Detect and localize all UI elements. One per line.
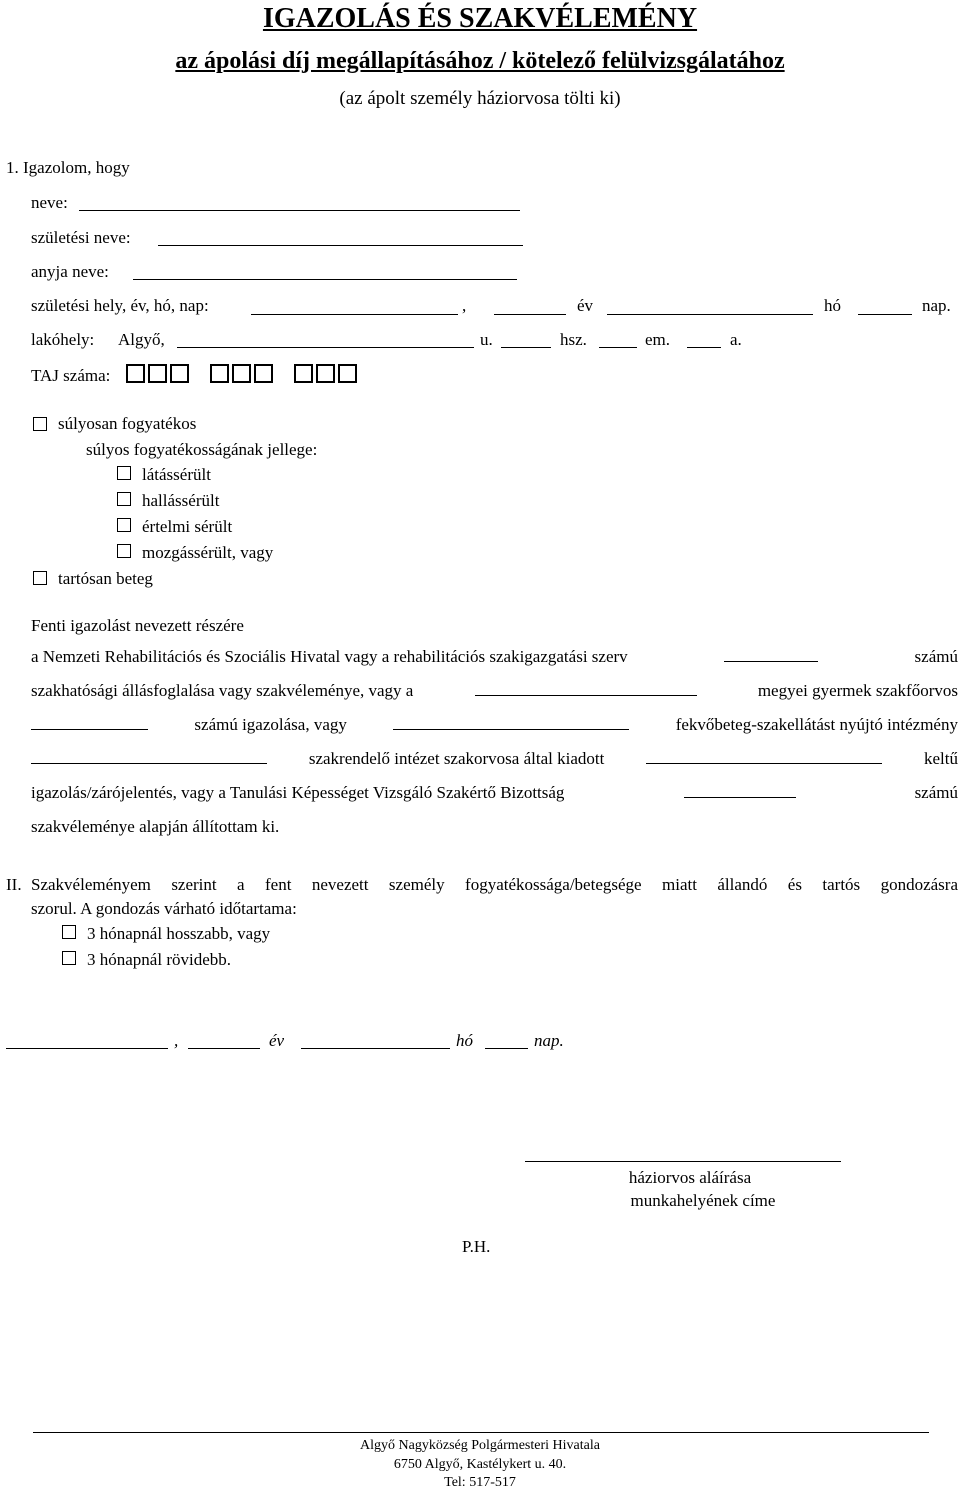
street-label: u.: [480, 330, 493, 349]
visual-impairment-label: látássérült: [142, 465, 211, 484]
date-month-label: hó: [456, 1031, 473, 1050]
taj-digit-box[interactable]: [126, 364, 145, 383]
chronically-ill-checkbox[interactable]: [33, 571, 47, 585]
date-year-field[interactable]: [188, 1048, 260, 1049]
county-field[interactable]: [475, 694, 697, 696]
mother-name-label: anyja neve:: [31, 262, 109, 281]
month-label: hó: [824, 296, 841, 315]
hearing-impairment-checkbox[interactable]: [117, 492, 131, 506]
basis-line-6-text: igazolás/zárójelentés, vagy a Tanulási Képességet Vizsgáló Szakértő Bizottság: [31, 783, 565, 802]
basis-line-5: [31, 749, 958, 769]
taj-digit-box[interactable]: [148, 364, 167, 383]
basis-line-5-text: szakrendelő intézet szakorvosa által kiadott: [308, 749, 605, 768]
shorter-than-3-months-checkbox[interactable]: [62, 951, 76, 965]
document-subtitle: az ápolási díj megállapításához / kötelező felülvizsgálatához: [175, 48, 785, 74]
taj-digit-box[interactable]: [232, 364, 251, 383]
footer-phone: Tel: 517-517: [444, 1475, 516, 1490]
taj-digit-box[interactable]: [210, 364, 229, 383]
authority-number-field[interactable]: [724, 660, 818, 662]
clinic-field[interactable]: [31, 762, 267, 764]
section2-line-2: szorul. A gondozás várható időtartama:: [31, 899, 297, 918]
date-year-label: év: [269, 1031, 285, 1050]
basis-line-4-text: számú igazolása, vagy: [194, 715, 347, 734]
footer-divider: [33, 1432, 929, 1433]
address-label: lakóhely:: [31, 330, 95, 349]
intellectual-disability-label: értelmi sérült: [142, 517, 233, 536]
birth-place-field[interactable]: [251, 314, 458, 315]
date-day-field[interactable]: [485, 1048, 528, 1049]
visual-impairment-checkbox[interactable]: [117, 466, 131, 480]
section2-number: II.: [6, 875, 22, 894]
shorter-than-3-months-label: 3 hónapnál rövidebb.: [87, 950, 231, 969]
disability-nature-label: súlyos fogyatékosságának jellege:: [86, 440, 318, 459]
workplace-address-label: munkahelyének címe: [630, 1191, 776, 1210]
institution-field[interactable]: [393, 728, 629, 730]
basis-line-3-text: szakhatósági állásfoglalása vagy szakvéleménye, vagy a: [31, 681, 414, 700]
taj-digit-box[interactable]: [254, 364, 273, 383]
house-label: hsz.: [560, 330, 587, 349]
longer-than-3-months-label: 3 hónapnál hosszabb, vagy: [87, 924, 271, 943]
taj-digit-box[interactable]: [338, 364, 357, 383]
signature-field[interactable]: [525, 1161, 841, 1162]
date-comma: ,: [174, 1031, 179, 1050]
street-field[interactable]: [177, 347, 474, 348]
severely-disabled-label: súlyosan fogyatékos: [58, 414, 197, 433]
committee-number-field[interactable]: [684, 796, 796, 798]
floor-field[interactable]: [599, 347, 637, 348]
birth-day-field[interactable]: [858, 314, 912, 315]
taj-digit-box[interactable]: [294, 364, 313, 383]
birth-name-field[interactable]: [158, 245, 523, 246]
basis-line-2-text: a Nemzeti Rehabilitációs és Szociális Hivatal vagy a rehabilitációs szakigazgatási szerv: [31, 647, 628, 666]
birth-month-field[interactable]: [607, 314, 813, 315]
birth-year-field[interactable]: [494, 314, 566, 315]
taj-digit-box[interactable]: [316, 364, 335, 383]
document-note: (az ápolt személy háziorvosa tölti ki): [339, 88, 621, 109]
mother-name-field[interactable]: [133, 279, 517, 280]
signature-label: háziorvos aláírása: [628, 1168, 752, 1187]
floor-label: em.: [645, 330, 671, 349]
issue-date-field[interactable]: [646, 762, 882, 764]
section1-intro: 1. Igazolom, hogy: [6, 158, 130, 177]
day-label: nap.: [922, 296, 951, 315]
basis-line-7: szakvéleménye alapján állítottam ki.: [31, 817, 280, 836]
name-field[interactable]: [79, 210, 520, 211]
basis-line-1: Fenti igazolást nevezett részére: [31, 616, 244, 635]
basis-line-2-suffix: számú: [914, 647, 958, 666]
stamp-placeholder: P.H.: [462, 1237, 491, 1256]
year-label: év: [577, 296, 594, 315]
basis-line-3: [31, 681, 958, 701]
address-city: Algyő,: [118, 330, 165, 349]
certificate-number-field[interactable]: [31, 728, 148, 730]
birth-name-label: születési neve:: [31, 228, 131, 247]
house-number-field[interactable]: [501, 347, 551, 348]
basis-line-6-suffix: számú: [914, 783, 958, 802]
birth-label: születési hely, év, hó, nap:: [31, 296, 209, 315]
taj-digit-box[interactable]: [170, 364, 189, 383]
birth-comma: ,: [462, 296, 467, 315]
basis-line-4-suffix: fekvőbeteg-szakellátást nyújtó intézmény: [675, 715, 958, 734]
intellectual-disability-checkbox[interactable]: [117, 518, 131, 532]
footer-address: 6750 Algyő, Kastélykert u. 40.: [393, 1457, 567, 1472]
longer-than-3-months-checkbox[interactable]: [62, 925, 76, 939]
basis-line-4: [31, 715, 958, 735]
door-label: a.: [730, 330, 742, 349]
severely-disabled-checkbox[interactable]: [33, 417, 47, 431]
basis-line-5-suffix: keltű: [923, 749, 958, 768]
section2-line-1: Szakvéleményem szerint a fent nevezett személy fogyatékossága/betegsége miatt állandó és tartós gondozásra: [31, 875, 958, 894]
hearing-impairment-label: hallássérült: [142, 491, 220, 510]
document-title: IGAZOLÁS ÉS SZAKVÉLEMÉNY: [262, 3, 698, 34]
chronically-ill-label: tartósan beteg: [58, 569, 153, 588]
date-day-label: nap.: [534, 1031, 564, 1050]
taj-label: TAJ száma:: [31, 366, 111, 385]
mobility-impairment-label: mozgássérült, vagy: [142, 543, 274, 562]
footer-office-name: Algyő Nagyközség Polgármesteri Hivatala: [360, 1438, 600, 1453]
name-label: neve:: [31, 193, 68, 212]
date-month-field[interactable]: [301, 1048, 450, 1049]
basis-line-3-suffix: megyei gyermek szakfőorvos: [757, 681, 958, 700]
date-place-field[interactable]: [6, 1048, 168, 1049]
door-field[interactable]: [687, 347, 721, 348]
basis-line-2: [31, 647, 958, 667]
mobility-impairment-checkbox[interactable]: [117, 544, 131, 558]
basis-line-6: [31, 783, 958, 803]
